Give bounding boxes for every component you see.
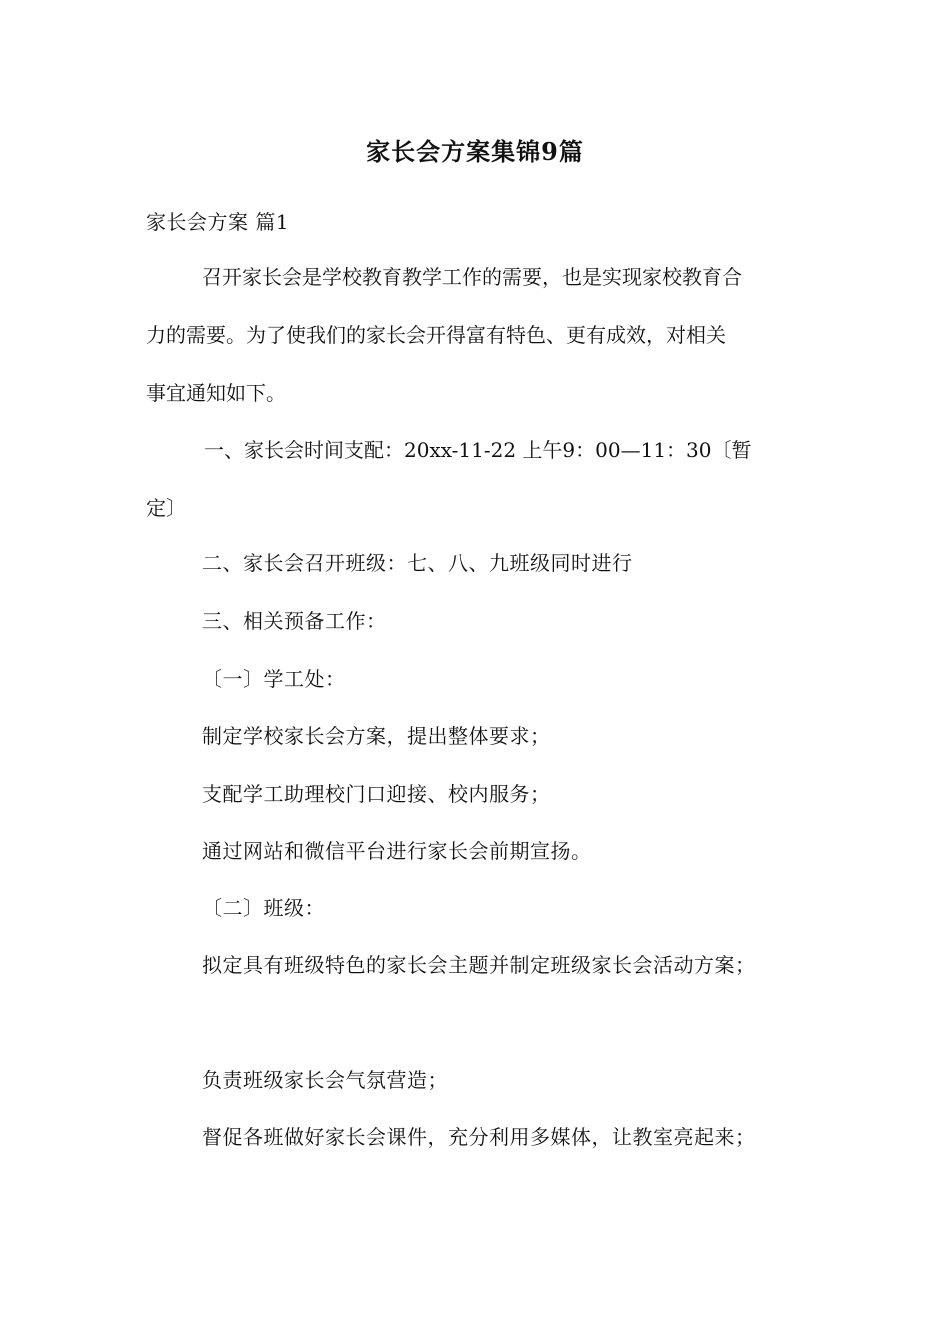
sub-1-item: 制定学校家长会方案，提出整体要求； [202, 724, 551, 748]
intro-line-1: 召开家长会是学校教育教学工作的需要，也是实现家校教育合 [202, 265, 742, 289]
sub-2-item: 拟定具有班级特色的家长会主题并制定班级家长会活动方案； [202, 953, 756, 977]
sub-1-item: 支配学工助理校门口迎接、校内服务； [202, 782, 551, 806]
sub-2-heading: 〔二〕班级： [202, 896, 325, 920]
intro-line-3: 事宜通知如下。 [146, 381, 286, 405]
sub-2-item: 督促各班做好家长会课件，充分利用多媒体，让教室亮起来； [202, 1125, 756, 1149]
item-2: 二、家长会召开班级：七、八、九班级同时进行 [202, 551, 633, 575]
section-heading: 家长会方案 篇1 [146, 210, 290, 234]
document-title: 家长会方案集锦9篇 [366, 137, 584, 166]
sub-2-item: 负责班级家长会气氛营造； [202, 1068, 448, 1092]
item-1-line-1: 一、家长会时间支配：20xx-11-22 上午9：00—11：30〔暂 [204, 438, 752, 462]
sub-1-item: 通过网站和微信平台进行家长会前期宣扬。 [202, 839, 592, 863]
sub-1-heading: 〔一〕学工处： [202, 667, 346, 691]
item-3: 三、相关预备工作： [202, 609, 387, 633]
item-1-line-2: 定〕 [146, 496, 186, 520]
intro-line-2: 力的需要。为了使我们的家长会开得富有特色、更有成效，对相关 [146, 323, 726, 347]
